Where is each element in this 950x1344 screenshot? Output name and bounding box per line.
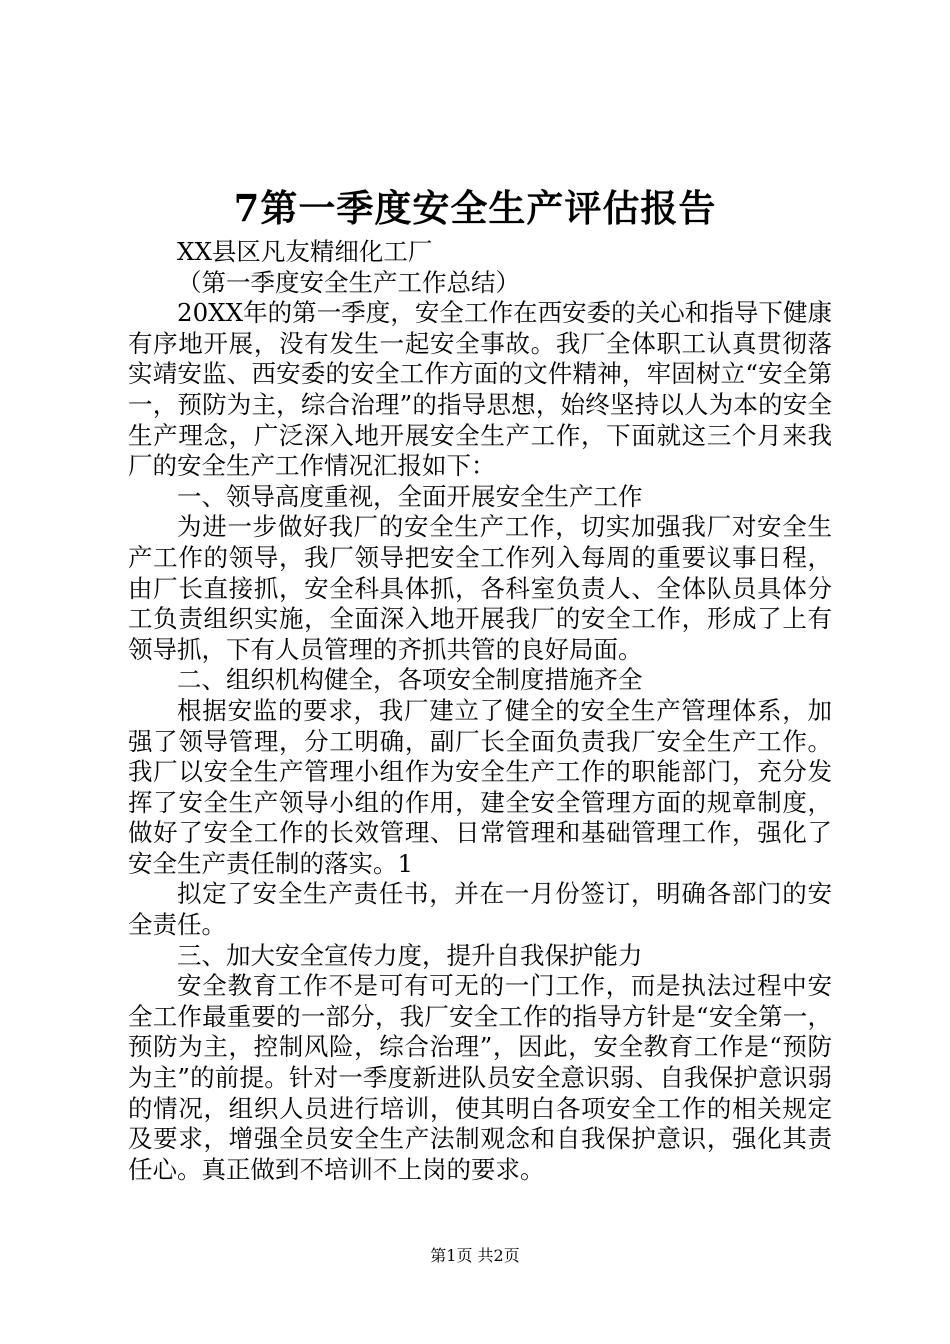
subtitle: （第一季度安全生产工作总结） xyxy=(177,267,520,297)
section-1-paragraph: 为进一步做好我厂的安全生产工作，切实加强我厂对安全生产工作的领导，我厂领导把安全工作列入每周的重要议事日程，由厂长直接抓，安全科具体抓，各科室负责人、全体队员具体分工负责组织实施，全面深入地开展我厂的安全工作，形成了上有领导抓，下有人员管理的齐抓共管的良好局面。 xyxy=(128,512,832,664)
section-2-paragraph: 根据安监的要求，我厂建立了健全的安全生产管理体系，加强了领导管理，分工明确，副厂长全面负责我厂安全生产工作。我厂以安全生产管理小组作为安全生产工作的职能部门，充分发挥了安全生产领导小组的作用，建全安全管理方面的规章制度，做好了安全工作的长效管理、日常管理和基础管理工作，强化了安全生产责任制的落实。1 xyxy=(128,695,832,878)
section-3-paragraph: 安全教育工作不是可有可无的一门工作，而是执法过程中安全工作最重要的一部分，我厂安全工作的指导方针是“安全第一，预防为主，控制风险，综合治理”，因此，安全教育工作是“预防为主”的前提。针对一季度新进队员安全意识弱、自我保护意识弱的情况，组织人员进行培训，使其明白各项安全工作的相关规定及要求，增强全员安全生产法制观念和自我保护意识，强化其责任心。真正做到不培训不上岗的要求。 xyxy=(128,971,832,1184)
intro-paragraph: 20XX年的第一季度，安全工作在西安委的关心和指导下健康有序地开展，没有发生一起安全事故。我厂全体职工认真贯彻落实靖安监、西安委的安全工作方面的文件精神，牢固树立“安全第一，预防为主，综合治理”的指导思想，始终坚持以人为本的安全生产理念，广泛深入地开展安全生产工作，下面就这三个月来我厂的安全生产工作情况汇报如下： xyxy=(128,298,832,481)
company-name: XX县区凡友精细化工厂 xyxy=(177,237,433,266)
section-heading-3: 三、加大安全宣传力度，提升自我保护能力 xyxy=(177,940,643,970)
document-title: 7第一季度安全生产评估报告 xyxy=(233,186,717,230)
document-body xyxy=(128,237,832,1185)
section-heading-1: 一、领导高度重视，全面开展安全生产工作 xyxy=(177,481,643,511)
section-heading-2: 二、组织机构健全，各项安全制度措施齐全 xyxy=(177,665,643,695)
page-footer: 第1页 共2页 xyxy=(430,1246,520,1265)
section-2-paragraph-2: 拟定了安全生产责任书，并在一月份签订，明确各部门的安全责任。 xyxy=(128,879,832,940)
